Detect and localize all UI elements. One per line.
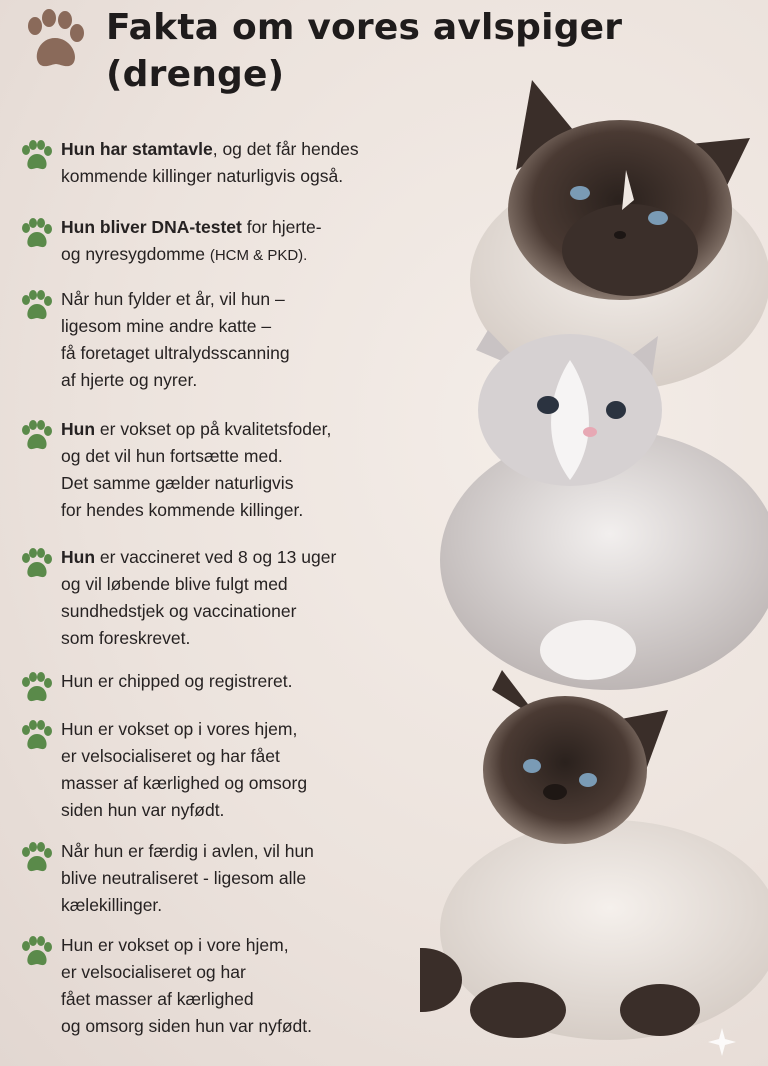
- blue-bicolor-ragdoll-cat: [440, 330, 768, 690]
- fact-bold: Hun bliver DNA-testet: [61, 217, 242, 237]
- fact-bold: Hun: [61, 547, 96, 567]
- paw-print-icon: [20, 720, 54, 752]
- fact-text: [61, 214, 481, 269]
- fact-body: er vaccineret ved 8 og 13 uger og vil løbende blive fulgt med sundhedstjek og vaccinationer som foreskrevet.: [61, 547, 337, 648]
- fact-body: , og det får hendes kommende killinger naturligvis også.: [61, 139, 359, 186]
- fact-body: Hun er vokset op i vores hjem, er velsocialiseret og har fået masser af kærlighed og omsorg siden hun var nyfødt.: [61, 719, 308, 820]
- fact-text: [61, 544, 481, 652]
- paw-print-icon: [22, 8, 88, 74]
- fact-text: [61, 932, 481, 1040]
- paw-print-icon: [20, 548, 54, 580]
- fact-bold: Hun har stamtavle: [61, 139, 213, 159]
- paw-print-icon: [20, 672, 54, 704]
- paw-print-icon: [20, 290, 54, 322]
- page-title: Fakta om vores avlspiger (drenge): [106, 7, 623, 95]
- fact-body: Når hun er færdig i avlen, vil hun blive neutraliseret - ligesom alle kælekillinger.: [61, 841, 314, 915]
- fact-text: [61, 286, 481, 394]
- fact-bold: Hun: [61, 419, 96, 439]
- fact-body: er vokset op på kvalitetsfoder, og det vil hun fortsætte med. Det samme gælder naturligvis for hendes kommende killinger.: [61, 419, 332, 520]
- fact-body: Når hun fylder et år, vil hun – ligesom mine andre katte – få foretaget ultralydsscanning af hjerte og nyrer.: [61, 289, 290, 390]
- fact-text: [61, 416, 481, 524]
- seal-point-ragdoll-cat-lying: [420, 670, 768, 1040]
- fact-note: (HCM & PKD).: [209, 247, 308, 264]
- paw-print-icon: [20, 420, 54, 452]
- paw-print-icon: [20, 936, 54, 968]
- cats-illustration: [420, 60, 768, 1066]
- fact-text: [61, 838, 481, 919]
- fact-text: [61, 136, 481, 190]
- seal-point-ragdoll-cat: [470, 80, 768, 390]
- paw-print-icon: [20, 218, 54, 250]
- sparkle-icon: [708, 1028, 736, 1056]
- fact-text: [61, 716, 481, 824]
- fact-body: for hjerte- og nyresygdomme: [61, 217, 322, 264]
- paw-print-icon: [20, 140, 54, 172]
- fact-body: Hun er vokset op i vore hjem, er velsocialiseret og har fået masser af kærlighed og omsorg siden hun var nyfødt.: [61, 935, 312, 1036]
- fact-body: Hun er chipped og registreret.: [61, 671, 293, 691]
- fact-text: [61, 668, 481, 695]
- paw-print-icon: [20, 842, 54, 874]
